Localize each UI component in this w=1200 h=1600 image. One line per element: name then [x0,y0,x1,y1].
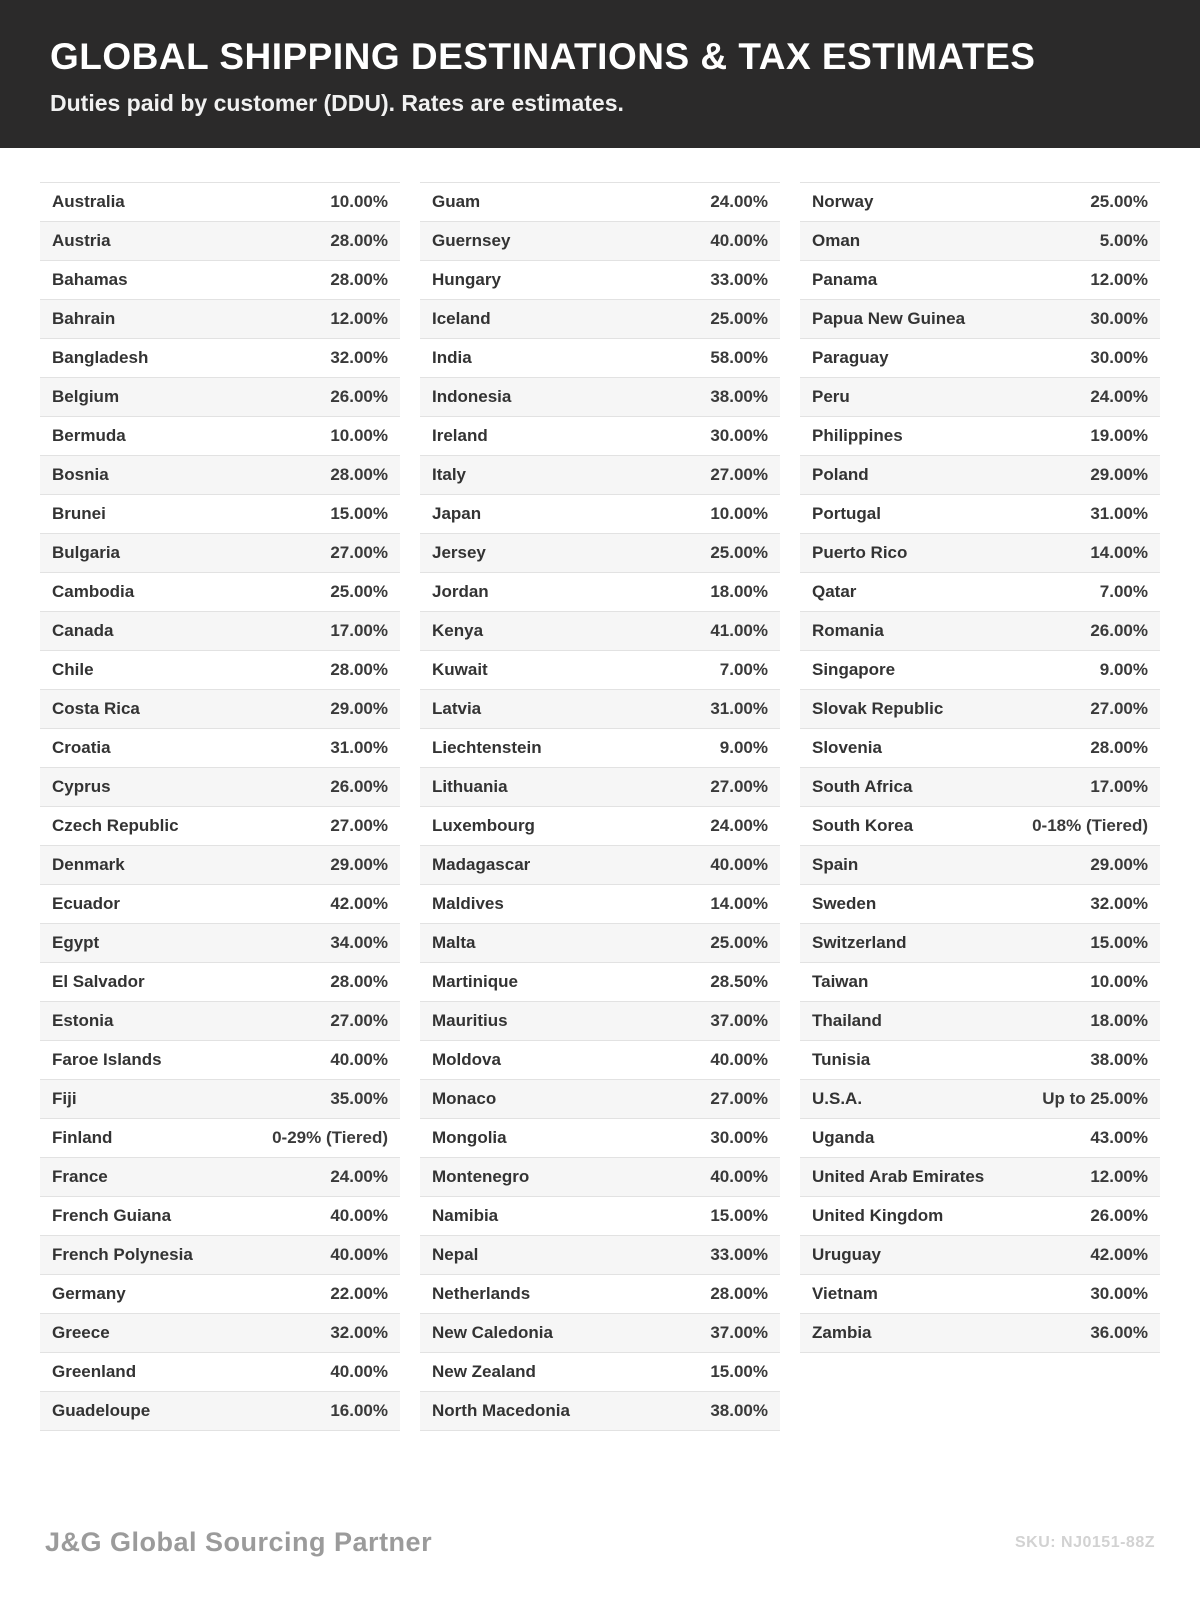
tax-rate: 12.00% [1090,1167,1148,1186]
table-row [800,768,1160,807]
country-name: Uganda [812,1128,875,1147]
country-name: Indonesia [432,387,512,406]
table-row [40,261,400,300]
tax-rate: 5.00% [1099,231,1148,250]
tax-rate: Up to 25.00% [1042,1089,1148,1108]
table-row [40,846,400,885]
table-row [420,300,780,339]
country-name: Lithuania [432,777,508,796]
country-name: Papua New Guinea [812,309,966,328]
table-row [800,690,1160,729]
table-row [420,1041,780,1080]
country-name: Hungary [432,270,501,289]
table-row [800,417,1160,456]
table-row [40,612,400,651]
table-row [800,222,1160,261]
country-name: Bangladesh [52,348,149,367]
country-name: Bosnia [52,465,109,484]
table-row [420,768,780,807]
page-title: GLOBAL SHIPPING DESTINATIONS & TAX ESTIMATES [50,36,1036,77]
tax-rate: 43.00% [1090,1128,1148,1147]
table-row [420,612,780,651]
table-row [40,183,400,222]
country-name: Guadeloupe [52,1401,151,1420]
tax-rate: 42.00% [1090,1245,1148,1264]
tax-rate: 30.00% [710,1128,768,1147]
table-row [420,1119,780,1158]
country-name: Thailand [812,1011,882,1030]
country-name: France [52,1167,108,1186]
tax-rate: 18.00% [710,582,768,601]
tax-rate: 37.00% [710,1323,768,1342]
country-name: Tunisia [812,1050,871,1069]
table-row [40,1353,400,1392]
tax-rate: 25.00% [1090,192,1148,211]
country-name: New Zealand [432,1362,536,1381]
tax-rate: 28.00% [330,972,388,991]
table-row [420,924,780,963]
tax-rate: 29.00% [330,855,388,874]
rate-column [800,182,1160,1431]
tax-rate: 9.00% [719,738,768,757]
tax-rate: 0-29% (Tiered) [272,1128,388,1147]
tax-rate: 41.00% [710,621,768,640]
country-name: Belgium [52,387,120,406]
tax-rate: 27.00% [330,1011,388,1030]
country-name: Norway [812,192,874,211]
country-name: Poland [812,465,869,484]
country-name: Guam [432,192,481,211]
table-row [800,651,1160,690]
country-name: Mongolia [432,1128,507,1147]
tax-rate: 22.00% [330,1284,388,1303]
table-row [800,339,1160,378]
country-name: Jordan [432,582,489,601]
country-name: Croatia [52,738,111,757]
country-name: Liechtenstein [432,738,542,757]
country-name: Maldives [432,894,504,913]
tax-rate: 31.00% [1090,504,1148,523]
table-row [800,1041,1160,1080]
tax-rate: 58.00% [710,348,768,367]
country-name: Martinique [432,972,518,991]
tax-rate: 14.00% [1090,543,1148,562]
footer [0,1510,1200,1600]
table-row [800,573,1160,612]
table-row [40,1314,400,1353]
tax-rate: 31.00% [710,699,768,718]
table-row [800,300,1160,339]
country-name: Oman [812,231,861,250]
tax-rate: 38.00% [1090,1050,1148,1069]
tax-rate: 0-18% (Tiered) [1032,816,1148,835]
tax-rate: 26.00% [330,777,388,796]
tax-rate: 30.00% [710,426,768,445]
table-row [800,534,1160,573]
table-row [800,456,1160,495]
tax-rate: 10.00% [710,504,768,523]
page-subtitle: Duties paid by customer (DDU). Rates are estimates. [50,90,624,116]
country-name: Italy [432,465,467,484]
tax-rate: 40.00% [330,1245,388,1264]
tax-rate: 27.00% [710,1089,768,1108]
country-name: Cambodia [52,582,135,601]
tax-rate: 10.00% [330,192,388,211]
table-row [800,729,1160,768]
country-name: Egypt [52,933,100,952]
country-name: Madagascar [432,855,531,874]
tax-rate: 31.00% [330,738,388,757]
country-name: Bahrain [52,309,116,328]
table-row [420,222,780,261]
tax-rate: 28.50% [710,972,768,991]
tax-rate: 35.00% [330,1089,388,1108]
rate-column [420,182,780,1431]
country-name: Denmark [52,855,125,874]
country-name: India [432,348,472,367]
country-name: Greece [52,1323,110,1342]
country-name: Jersey [432,543,486,562]
table-row [420,1275,780,1314]
tax-rate: 33.00% [710,270,768,289]
country-name: Taiwan [812,972,869,991]
table-row [40,1236,400,1275]
table-row [420,885,780,924]
country-name: Montenegro [432,1167,530,1186]
tax-rate: 12.00% [330,309,388,328]
country-name: United Kingdom [812,1206,944,1225]
country-name: Australia [52,192,125,211]
country-name: Nepal [432,1245,479,1264]
country-name: Portugal [812,504,881,523]
country-name: Vietnam [812,1284,878,1303]
country-name: Slovak Republic [812,699,944,718]
table-row [40,222,400,261]
country-name: Ireland [432,426,488,445]
tax-rate: 24.00% [710,192,768,211]
tax-rate: 36.00% [1090,1323,1148,1342]
country-name: Bahamas [52,270,128,289]
table-row [40,1275,400,1314]
brand-name: J&G Global Sourcing Partner [45,1527,433,1557]
country-name: U.S.A. [812,1089,863,1108]
tax-rate: 14.00% [710,894,768,913]
tax-rate: 26.00% [1090,1206,1148,1225]
country-name: Qatar [812,582,857,601]
country-name: Sweden [812,894,877,913]
country-name: Fiji [52,1089,77,1108]
table-row [40,1119,400,1158]
tax-rate: 24.00% [710,816,768,835]
tax-rate: 40.00% [710,231,768,250]
tax-rate: 25.00% [330,582,388,601]
rate-table [0,148,1200,1431]
table-row [800,1002,1160,1041]
table-row [800,963,1160,1002]
tax-rate: 38.00% [710,387,768,406]
table-row [420,1158,780,1197]
tax-rate: 17.00% [330,621,388,640]
table-row [420,1392,780,1431]
tax-rate: 27.00% [330,816,388,835]
country-name: Czech Republic [52,816,179,835]
country-name: Bulgaria [52,543,121,562]
country-name: Zambia [812,1323,872,1342]
table-row [800,495,1160,534]
tax-rate: 25.00% [710,309,768,328]
table-row [800,183,1160,222]
table-row [800,924,1160,963]
country-name: Chile [52,660,94,679]
tax-rate: 40.00% [330,1362,388,1381]
table-row [40,768,400,807]
tax-rate: 25.00% [710,933,768,952]
tax-rate: 40.00% [710,1050,768,1069]
tax-rate: 25.00% [710,543,768,562]
tax-rate: 27.00% [710,465,768,484]
table-row [40,1392,400,1431]
table-row [40,573,400,612]
table-row [420,729,780,768]
table-row [40,1002,400,1041]
country-name: Namibia [432,1206,499,1225]
country-name: Philippines [812,426,903,445]
tax-rate: 10.00% [1090,972,1148,991]
tax-rate: 28.00% [330,231,388,250]
table-row [420,963,780,1002]
table-row [40,378,400,417]
table-row [40,456,400,495]
country-name: Germany [52,1284,126,1303]
table-row [40,690,400,729]
table-row [40,885,400,924]
tax-rate: 37.00% [710,1011,768,1030]
table-row [40,1041,400,1080]
country-name: Japan [432,504,482,523]
country-name: Slovenia [812,738,882,757]
country-name: Costa Rica [52,699,140,718]
country-name: Bermuda [52,426,126,445]
table-row [40,651,400,690]
country-name: Faroe Islands [52,1050,162,1069]
tax-rate: 7.00% [719,660,768,679]
country-name: Latvia [432,699,482,718]
tax-rate: 40.00% [710,1167,768,1186]
country-name: Estonia [52,1011,114,1030]
table-row [800,807,1160,846]
country-name: Romania [812,621,884,640]
country-name: Mauritius [432,1011,508,1030]
country-name: Uruguay [812,1245,881,1264]
country-name: Peru [812,387,850,406]
table-row [40,339,400,378]
country-name: Malta [432,933,476,952]
country-name: Greenland [52,1362,137,1381]
country-name: Canada [52,621,114,640]
country-name: Panama [812,270,878,289]
table-row [40,417,400,456]
tax-rate: 26.00% [1090,621,1148,640]
tax-rate: 15.00% [710,1206,768,1225]
table-row [40,1080,400,1119]
tax-rate: 27.00% [330,543,388,562]
country-name: South Africa [812,777,913,796]
tax-rate: 15.00% [1090,933,1148,952]
tax-rate: 15.00% [330,504,388,523]
country-name: South Korea [812,816,914,835]
tax-rate: 30.00% [1090,1284,1148,1303]
tax-rate: 40.00% [330,1050,388,1069]
tax-rate: 17.00% [1090,777,1148,796]
tax-rate: 29.00% [330,699,388,718]
tax-rate: 38.00% [710,1401,768,1420]
country-name: New Caledonia [432,1323,553,1342]
table-row [420,1236,780,1275]
table-row [420,339,780,378]
country-name: Guernsey [432,231,511,250]
tax-rate: 28.00% [330,660,388,679]
tax-rate: 30.00% [1090,348,1148,367]
table-row [420,807,780,846]
country-name: Finland [52,1128,113,1147]
country-name: Spain [812,855,859,874]
tax-rate: 16.00% [330,1401,388,1420]
table-row [800,1275,1160,1314]
tax-rate: 28.00% [330,270,388,289]
tax-rate: 24.00% [1090,387,1148,406]
country-name: Monaco [432,1089,497,1108]
country-name: Kuwait [432,660,488,679]
table-row [40,924,400,963]
table-row [40,534,400,573]
country-name: North Macedonia [432,1401,570,1420]
country-name: French Guiana [52,1206,172,1225]
sku-label: SKU: NJ0151-88Z [1015,1533,1155,1551]
tax-rate: 32.00% [330,1323,388,1342]
tax-rate: 27.00% [710,777,768,796]
country-name: Kenya [432,621,484,640]
tax-rate: 9.00% [1099,660,1148,679]
table-row [40,495,400,534]
table-row [40,1197,400,1236]
table-row [800,885,1160,924]
country-name: Iceland [432,309,491,328]
tax-rate: 18.00% [1090,1011,1148,1030]
country-name: Singapore [812,660,896,679]
table-row [800,1236,1160,1275]
table-row [420,573,780,612]
table-row [800,1197,1160,1236]
table-row [40,300,400,339]
country-name: Ecuador [52,894,121,913]
header-banner [0,0,1200,148]
rate-column [40,182,400,1431]
table-row [800,261,1160,300]
country-name: Cyprus [52,777,111,796]
tax-rate: 19.00% [1090,426,1148,445]
tax-rate: 28.00% [710,1284,768,1303]
table-row [420,1353,780,1392]
table-row [800,846,1160,885]
tax-rate: 29.00% [1090,855,1148,874]
country-name: French Polynesia [52,1245,193,1264]
table-row [800,378,1160,417]
table-row [40,1158,400,1197]
tax-rate: 34.00% [330,933,388,952]
tax-rate: 32.00% [330,348,388,367]
country-name: Moldova [432,1050,501,1069]
table-row [800,1119,1160,1158]
table-row [800,612,1160,651]
tax-rate: 27.00% [1090,699,1148,718]
tax-rate: 24.00% [330,1167,388,1186]
table-row [420,1002,780,1041]
table-row [420,495,780,534]
table-row [420,651,780,690]
tax-rate: 32.00% [1090,894,1148,913]
table-row [420,417,780,456]
table-row [420,1080,780,1119]
country-name: Puerto Rico [812,543,908,562]
table-row [420,261,780,300]
table-row [420,690,780,729]
tax-rate: 40.00% [710,855,768,874]
tax-rate: 28.00% [1090,738,1148,757]
tax-rate: 30.00% [1090,309,1148,328]
tax-rate: 15.00% [710,1362,768,1381]
table-row [420,456,780,495]
tax-rate: 10.00% [330,426,388,445]
table-row [800,1314,1160,1353]
country-name: Austria [52,231,111,250]
country-name: Switzerland [812,933,907,952]
tax-rate: 29.00% [1090,465,1148,484]
tax-rate: 7.00% [1099,582,1148,601]
tax-rate: 33.00% [710,1245,768,1264]
table-row [40,963,400,1002]
table-row [40,729,400,768]
table-row [800,1158,1160,1197]
country-name: Brunei [52,504,106,523]
table-row [420,846,780,885]
tax-rate: 28.00% [330,465,388,484]
table-row [40,807,400,846]
country-name: El Salvador [52,972,145,991]
table-row [420,1314,780,1353]
tax-rate: 40.00% [330,1206,388,1225]
table-row [420,534,780,573]
tax-rate: 12.00% [1090,270,1148,289]
table-row [420,378,780,417]
table-row [420,183,780,222]
country-name: Paraguay [812,348,889,367]
tax-rate: 26.00% [330,387,388,406]
country-name: Luxembourg [432,816,535,835]
tax-rate: 42.00% [330,894,388,913]
table-row [420,1197,780,1236]
country-name: United Arab Emirates [812,1167,985,1186]
table-row [800,1080,1160,1119]
country-name: Netherlands [432,1284,531,1303]
